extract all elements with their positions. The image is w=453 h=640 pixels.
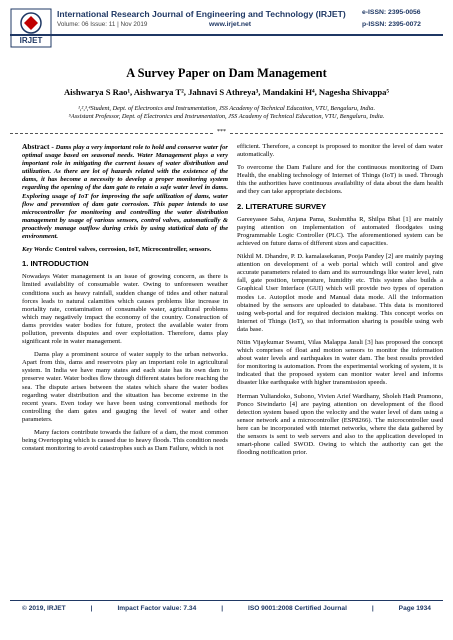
pissn: p-ISSN: 2395-0072 xyxy=(362,21,421,28)
journal-footer xyxy=(22,605,431,612)
irjet-logo-icon xyxy=(10,8,52,48)
intro-continuation: efficient. Therefore, a concept is proposed to monitor the level of dam water automatically. xyxy=(237,143,443,159)
intro-paragraph-3: Many factors contribute towards the failure of a dam, the most common being Overtopping which is caused due to heavy floods. This condition needs constant monitoring to avoid catastrophes such as Dam Failure, which is not xyxy=(22,429,228,453)
footer-iso: ISO 9001:2008 Certified Journal xyxy=(247,605,347,612)
left-column xyxy=(22,143,228,458)
lit-paragraph-3: Nitin Vijaykumar Swami, Vilas Malappa Jarali [3] has proposed the concept which comprises of float and motion sensors to monitor the information about water levels and earthquakes in water dam. The best results provided for monitoring is automation. From the experimental working of system, it is indicated that the proposed system can monitor water level and informs disaster like earthquake with higher transmission speeds. xyxy=(237,338,443,387)
footer-separator: | xyxy=(90,605,93,612)
footer-divider xyxy=(10,600,443,601)
journal-volume: Volume: 06 Issue: 11 | Nov 2019 xyxy=(57,21,148,28)
intro-paragraph-1: Nowadays Water management is an issue of growing concern, as there is limited availability of consumable water. Owing to unforeseen weather conditions such as heavy rainfall, sudden change of tides and other natural forces leads to natural calamities which causes problems like increase in mortality rate, contamination of consumable water, agricultural problems which may negatively impact the economy of the country. Construction of dams provides water bodies for future, protect the available water from pollution, prevents disputes and over exploitation. Therefore, dams play significant role in water management. xyxy=(22,273,228,346)
separator-stars: *** xyxy=(217,129,226,135)
abstract-label: Abstract - xyxy=(22,142,54,151)
footer-copyright: © 2019, IRJET xyxy=(22,605,66,612)
lit-paragraph-1: Gareeyasee Saha, Anjana Pama, Sushmitha R, Shilpa Bhat [1] are mainly paying attention on implementation of automated floodgates using Programmable Logic Controller (PLC). The aforementioned system can be achieved on future dams of different sizes and capacities. xyxy=(237,215,443,247)
affiliation-students: ¹,²,³,⁴Student, Dept. of Electronics and Instrumentation, JSS Academy of Technical Education, VTU, Bengaluru, India. xyxy=(77,105,376,112)
paper-authors: Aishwarya S Rao¹, Aishwarya T², Jahnavi S Athreya³, Mandakini H⁴, Nagesha Shivappa⁵ xyxy=(63,87,390,97)
keywords-label: Key Words: xyxy=(22,246,54,254)
footer-page-number: Page 1934 xyxy=(398,605,431,612)
journal-title: International Research Journal of Engineering and Technology (IRJET) xyxy=(57,9,346,19)
eissn: e-ISSN: 2395-0056 xyxy=(362,9,421,16)
journal-url-link[interactable]: www.irjet.net xyxy=(209,21,252,28)
header-divider xyxy=(10,34,443,36)
intro-paragraph-2: Dams play a prominent source of water supply to the urban networks. Apart from this, dams and reservoirs play an important role in agricultural system. In India we have many states and each state has its own dam to preserve water. Water bodies flow through different states before reaching the sea. The dispute arises between the states which share the water bodies regarding water distribution and the situation has become extreme in the recent years. Even today we have been using conventional methods for controlling the dam gates and gauging the level of water and other parameters. xyxy=(22,351,228,423)
section-separator xyxy=(10,129,443,139)
logo-text: IRJET xyxy=(19,36,43,45)
affiliation-professor: ⁵Assistant Professor, Dept. of Electronics and Instrumentation, JSS Academy of Technical Education, VTU, Bengaluru, India. xyxy=(68,113,385,120)
keywords-text: Control valves, corrosion, IoT, Microcontroller, sensors. xyxy=(54,246,212,254)
keywords xyxy=(22,246,228,254)
overcome-paragraph: To overcome the Dam Failure and for the continuous monitoring of Dam Health, the enabling technology of Internet of Things (IoT) is used. Through this the authorities have continuous availability of data about the dam health and they can take appropriate decisions. xyxy=(237,164,443,196)
lit-paragraph-4: Herman Yuliandoko, Subono, Vivien Arief Wardhany, Sholeh Hadi Pramono, Ponco Siwindarto [4] are paying attention on development of the flood detection system based upon the velocity and the water level of dam using a sensor network and a microcontroller (ESP8266). The microcontroller used here can be incorporated with internet networks, where the data gathered by the sensors is sent to web servers and also to the application developed in smart-phone called SWOD. Owing to which the authority can get the flooding notification prior. xyxy=(237,392,443,457)
heading-literature-survey: 2. LITERATURE SURVEY xyxy=(237,201,327,211)
footer-separator: | xyxy=(371,605,374,612)
heading-introduction: 1. INTRODUCTION xyxy=(22,259,89,269)
journal-header xyxy=(0,0,453,60)
abstract xyxy=(22,143,228,241)
abstract-text: Dams play a very important role to hold and conserve water for optimal usage based on seasonal needs. Water Management plays a very important role in mitigating the current issues of water distribution and utilization. As there are lot of hazards related with the existence of the dams, it has become a necessity to develop a proper monitoring system regarding the opening of the dam gate to retain a safe water level in dams. Exploring usage of IoT for improving the safe utilization of dams, water flow and prevention of dam gate corrosion. This paper intends to use microcontroller for monitoring and controlling the water distribution management by usage of various sensors, control valves, automatically & proactively manage outflow during crisis by using statistical data of the environment. xyxy=(22,144,228,241)
lit-paragraph-2: Nikhil M. Dhandre, P. D. kamalasekaran, Pooja Pandey [2] are mainly paying attention on development of a web portal which will control and give accurate parameters related to dam and its surroundings like water level, rain fall, gate position, temperature, humidity etc. This system also builds a Graphical User Interface (GUI) which will provide two types of operation modes i.e. Autopilot mode and Manual data mode. All the information obtained by the sensors are uploaded to database. This data is monitored using web-portal and for required decision making. This concept works on Internet of Things (IoT), so that information sharing is possible using web data base. xyxy=(237,253,443,333)
footer-separator: | xyxy=(221,605,224,612)
right-column xyxy=(237,143,443,462)
footer-impact-factor: Impact Factor value: 7.34 xyxy=(117,605,197,612)
paper-title: A Survey Paper on Dam Management xyxy=(126,66,327,80)
